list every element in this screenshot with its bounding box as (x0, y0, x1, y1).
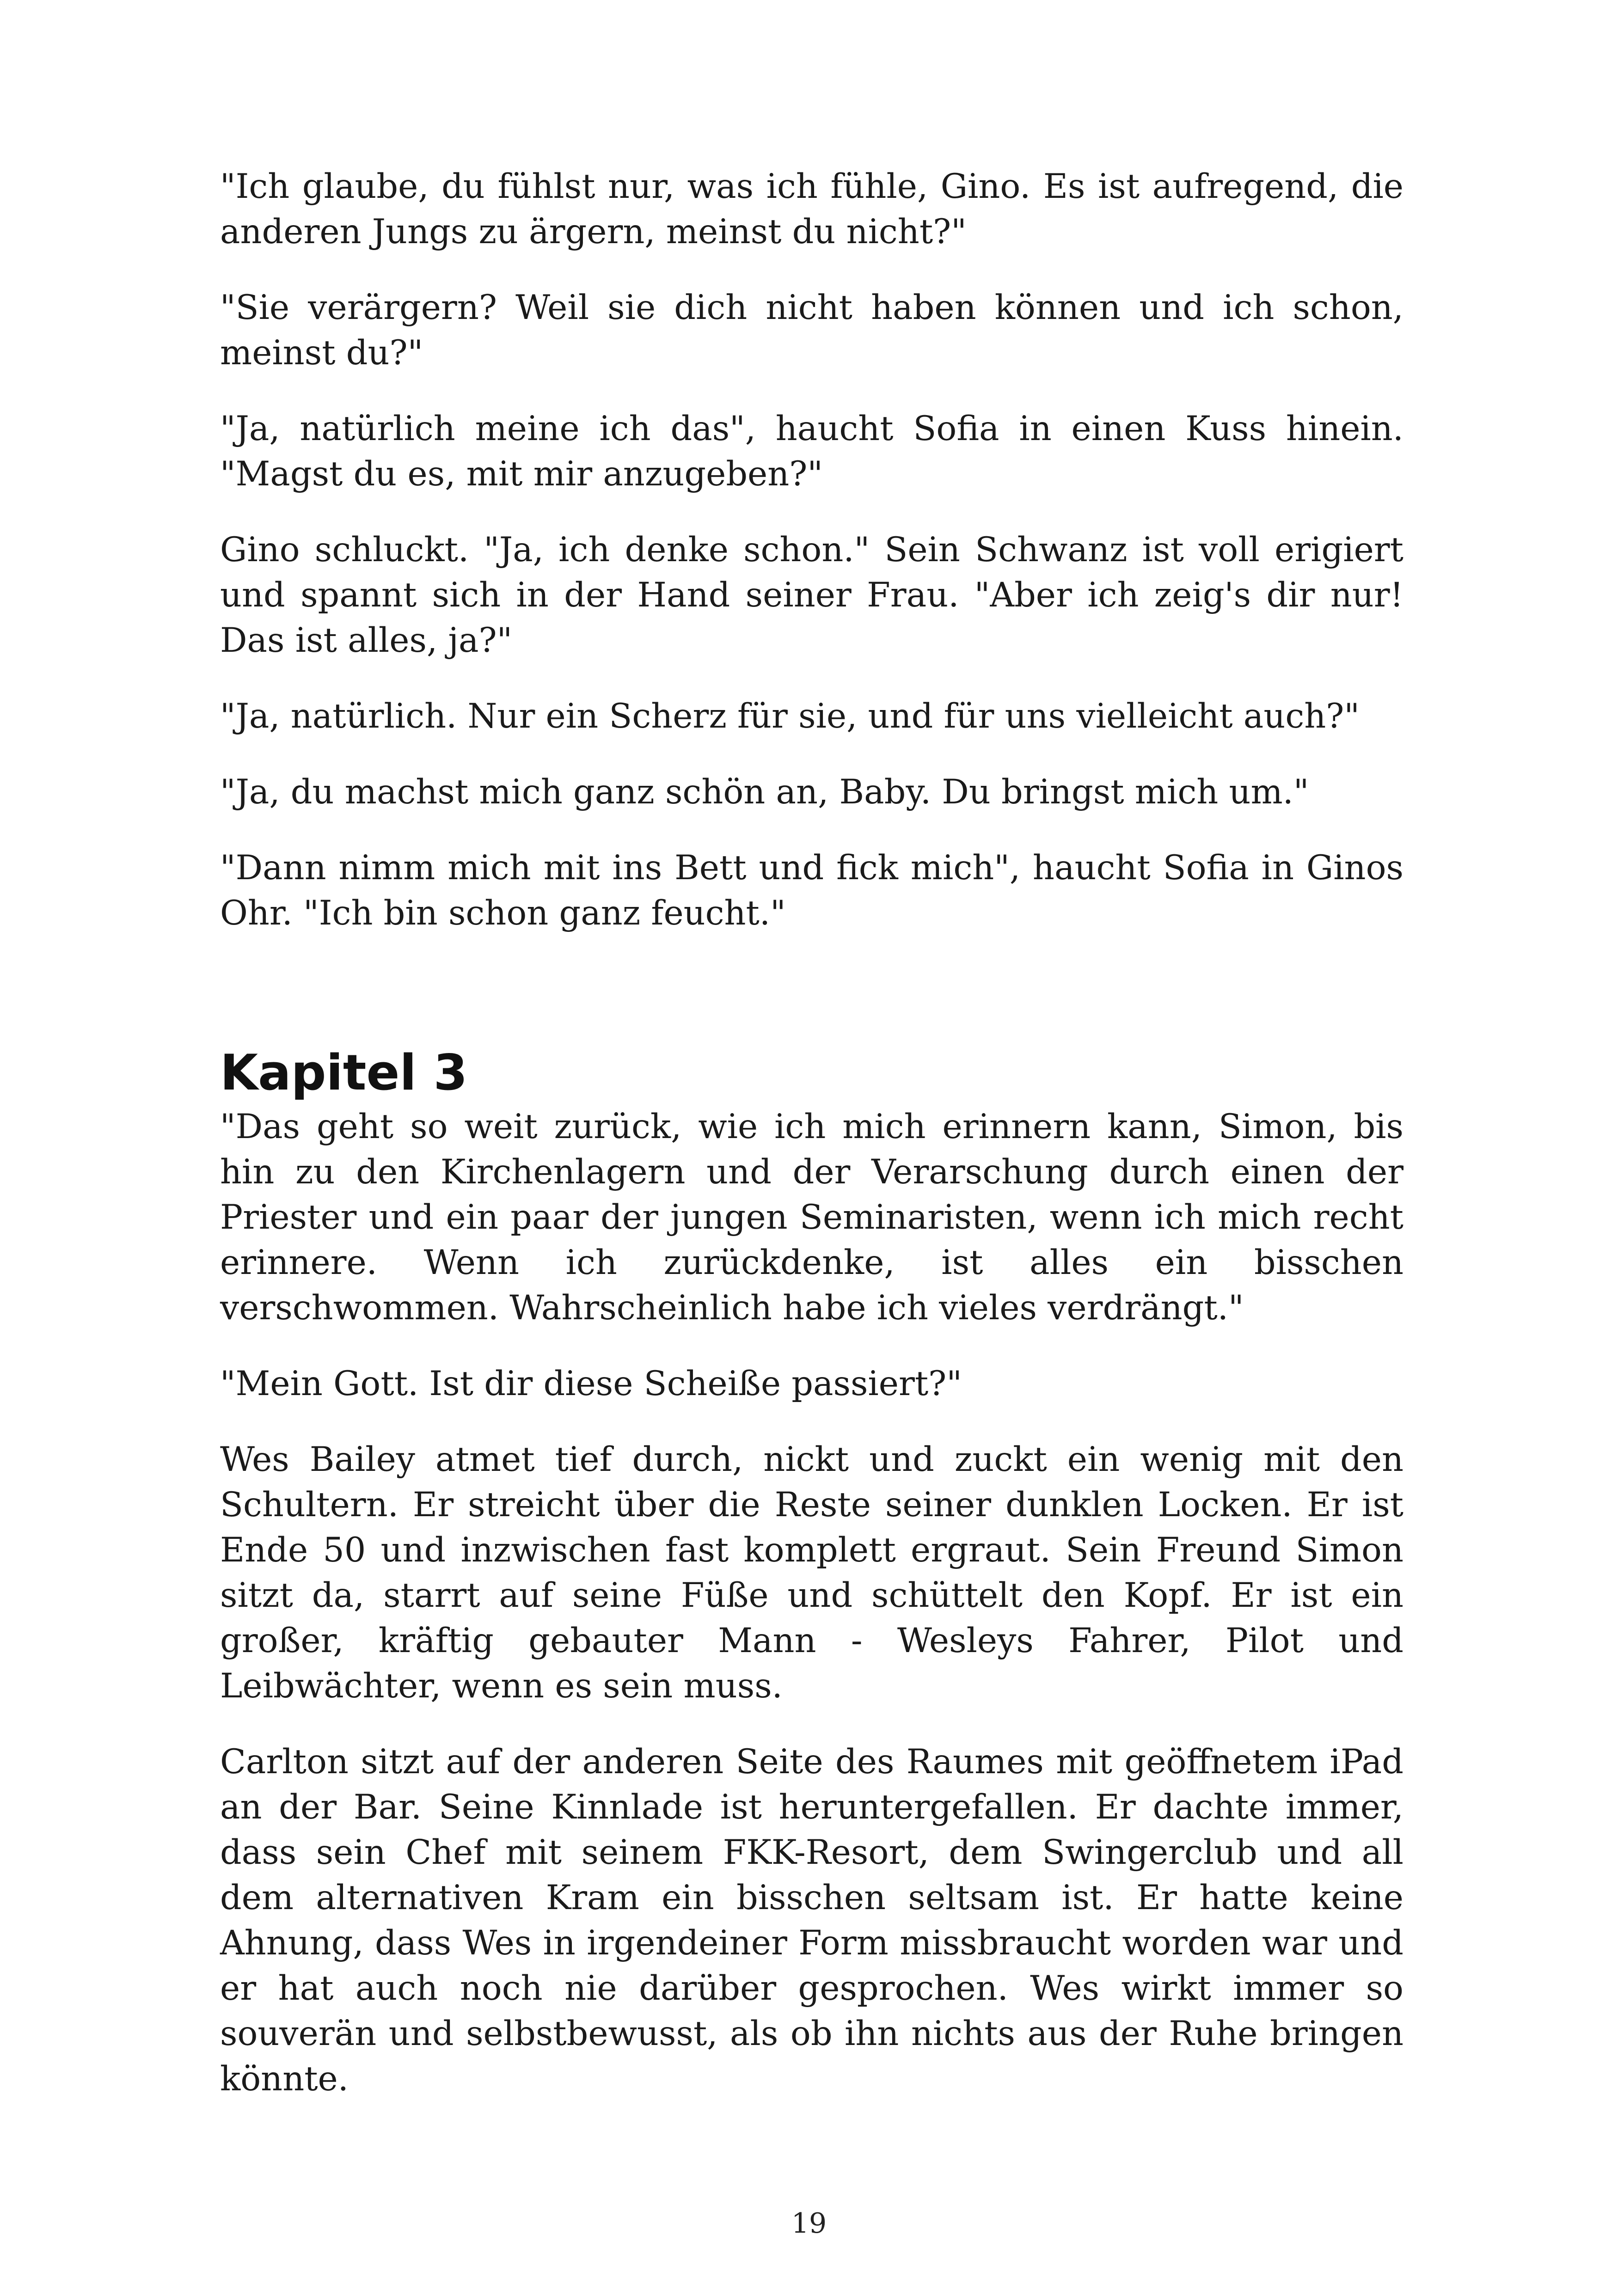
paragraph: "Sie verärgern? Weil sie dich nicht haben können und ich schon, meinst du?" (220, 288, 1403, 373)
page-number: 19 (791, 2207, 827, 2240)
paragraph: "Ja, du machst mich ganz schön an, Baby. Du bringst mich um." (220, 772, 1309, 812)
paragraph: "Ja, natürlich. Nur ein Scherz für sie, und für uns vielleicht auch?" (220, 697, 1360, 736)
body-text (220, 164, 1403, 2132)
paragraph: "Mein Gott. Ist dir diese Scheiße passiert?" (220, 1364, 962, 1403)
paragraph: "Ja, natürlich meine ich das", haucht Sofia in einen Kuss hinein. "Magst du es, mit mir anzugeben?" (220, 409, 1403, 494)
paragraph: "Das geht so weit zurück, wie ich mich erinnern kann, Simon, bis hin zu den Kirchenlagern und der Verarschung durch einen der Priester und ein paar der jungen Seminaristen, wenn ich mich recht erinnere. Wenn ich zurückdenke, ist alles ein bisschen verschwommen. Wahrscheinlich habe ich vieles verdrängt." (220, 1107, 1403, 1328)
paragraph: Carlton sitzt auf der anderen Seite des Raumes mit geöffnetem iPad an der Bar. Seine Kinnlade ist heruntergefallen. Er dachte immer, dass sein Chef mit seinem FKK-Resort, dem Swingerclub und all dem alternativen Kram ein bisschen seltsam ist. Er hatte keine Ahnung, dass Wes in irgendeiner Form missbraucht worden war und er hat auch noch nie darüber gesprochen. Wes wirkt immer so souverän und selbstbewusst, als ob ihn nichts aus der Ruhe bringen könnte. (220, 1742, 1403, 2099)
paragraph: Wes Bailey atmet tief durch, nickt und zuckt ein wenig mit den Schultern. Er streicht über die Reste seiner dunklen Locken. Er ist Ende 50 und inzwischen fast komplett ergraut. Sein Freund Simon sitzt da, starrt auf seine Füße und schüttelt den Kopf. Er ist ein großer, kräftig gebauter Mann - Wesleys Fahrer, Pilot und Leibwächter, wenn es sein muss. (220, 1440, 1403, 1706)
paragraph: "Dann nimm mich mit ins Bett und fick mich", haucht Sofia in Ginos Ohr. "Ich bin schon ganz feucht." (220, 848, 1403, 933)
paragraph: "Ich glaube, du fühlst nur, was ich fühle, Gino. Es ist aufregend, die anderen Jungs zu ärgern, meinst du nicht?" (220, 167, 1403, 251)
paragraph: Gino schluckt. "Ja, ich denke schon." Sein Schwanz ist voll erigiert und spannt sich in der Hand seiner Frau. "Aber ich zeig's dir nur! Das ist alles, ja?" (220, 530, 1403, 660)
chapter-heading: Kapitel 3 (220, 1044, 468, 1101)
